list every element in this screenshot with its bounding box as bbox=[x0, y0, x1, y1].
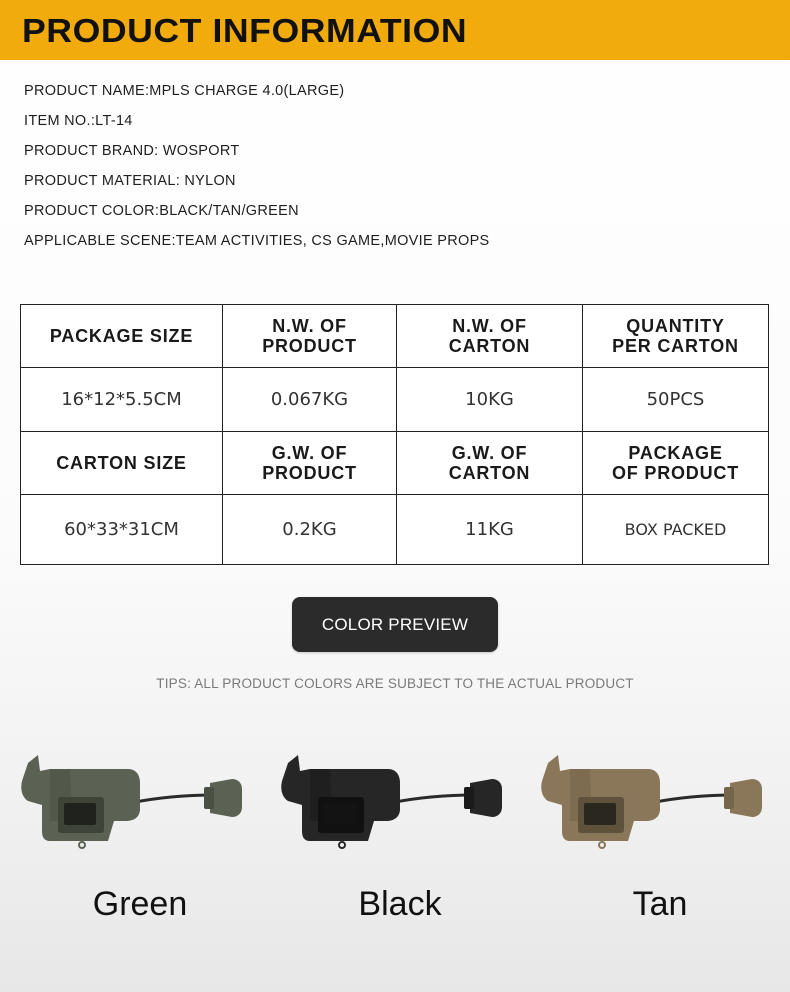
value-package-of-product: BOX PACKED bbox=[583, 495, 769, 565]
product-image bbox=[530, 745, 790, 865]
variant-label: Black bbox=[358, 885, 442, 923]
variant-label: Green bbox=[92, 885, 188, 923]
header-banner bbox=[0, 0, 790, 60]
value-gw-carton: 11KG bbox=[397, 495, 583, 565]
info-material: PRODUCT MATERIAL: NYLON bbox=[24, 173, 236, 189]
product-info-list bbox=[24, 80, 490, 260]
table-row bbox=[21, 495, 769, 565]
color-preview-button[interactable]: COLOR PREVIEW bbox=[292, 597, 498, 652]
header-gw-carton: G.W. OF CARTON bbox=[397, 432, 583, 495]
value-gw-product: 0.2KG bbox=[223, 495, 397, 565]
header-package-of-product: PACKAGE OF PRODUCT bbox=[583, 432, 769, 495]
variant-label: Tan bbox=[632, 885, 688, 923]
table-row bbox=[21, 432, 769, 495]
header-nw-product: N.W. OF PRODUCT bbox=[223, 305, 397, 368]
header-nw-carton: N.W. OF CARTON bbox=[397, 305, 583, 368]
value-carton-size: 60*33*31CM bbox=[21, 495, 223, 565]
info-product-name: PRODUCT NAME:MPLS CHARGE 4.0(LARGE) bbox=[24, 83, 345, 99]
info-scene: APPLICABLE SCENE:TEAM ACTIVITIES, CS GAME,MOVIE PROPS bbox=[24, 233, 490, 249]
variant-black bbox=[270, 745, 530, 945]
header-package-size: PACKAGE SIZE bbox=[21, 305, 223, 368]
value-nw-product: 0.067KG bbox=[223, 368, 397, 432]
tips-text: TIPS: ALL PRODUCT COLORS ARE SUBJECT TO THE ACTUAL PRODUCT bbox=[156, 676, 634, 691]
info-brand: PRODUCT BRAND: WOSPORT bbox=[24, 143, 240, 159]
product-image bbox=[10, 745, 270, 865]
product-image bbox=[270, 745, 530, 865]
table-row bbox=[21, 368, 769, 432]
header-gw-product: G.W. OF PRODUCT bbox=[223, 432, 397, 495]
banner-title: PRODUCT INFORMATION bbox=[22, 12, 468, 49]
header-carton-size: CARTON SIZE bbox=[21, 432, 223, 495]
info-color: PRODUCT COLOR:BLACK/TAN/GREEN bbox=[24, 203, 299, 219]
value-package-size: 16*12*5.5CM bbox=[21, 368, 223, 432]
header-quantity-per-carton: QUANTITY PER CARTON bbox=[583, 305, 769, 368]
variant-green bbox=[10, 745, 270, 945]
spec-table bbox=[20, 304, 769, 565]
variant-tan bbox=[530, 745, 790, 945]
value-nw-carton: 10KG bbox=[397, 368, 583, 432]
info-item-no: ITEM NO.:LT-14 bbox=[24, 113, 133, 129]
value-quantity-per-carton: 50PCS bbox=[583, 368, 769, 432]
table-row bbox=[21, 305, 769, 368]
